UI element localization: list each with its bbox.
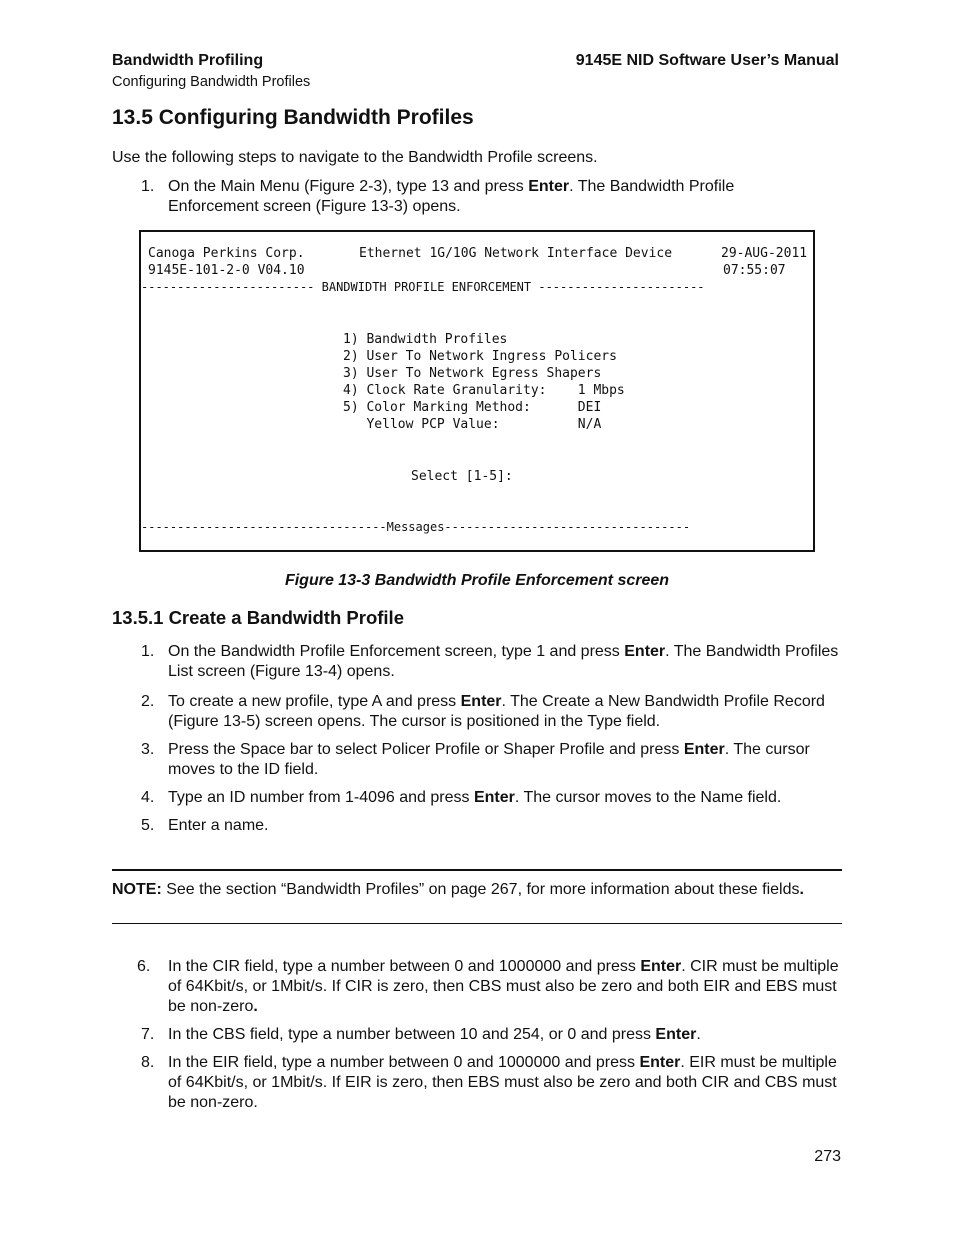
step-text: Press the Space bar to select Policer Profile or Shaper Profile and press Enter. The cursor moves to the ID field. bbox=[168, 741, 810, 778]
step-number: 3. bbox=[141, 741, 155, 758]
intro-paragraph: Use the following steps to navigate to the Bandwidth Profile screens. bbox=[112, 149, 598, 166]
note-top-rule bbox=[112, 869, 842, 871]
terminal-messages-line: ----------------------------------Messages---------------------------------- bbox=[141, 520, 691, 534]
running-header-section: Bandwidth Profiling bbox=[112, 52, 264, 69]
step-number: 8. bbox=[141, 1054, 155, 1071]
step-text: To create a new profile, type A and press Enter. The Create a New Bandwidth Profile Record (Figure 13-5) screen opens. The cursor is positioned in the Type field. bbox=[168, 693, 825, 730]
terminal-screen bbox=[139, 230, 815, 552]
nav-step-number: 1. bbox=[141, 178, 155, 195]
menu-item-ingress-policers: 2) User To Network Ingress Policers bbox=[343, 349, 617, 364]
subsection-title: 13.5.1 Create a Bandwidth Profile bbox=[112, 607, 404, 628]
step-number: 6. bbox=[137, 958, 151, 975]
figure-caption: Figure 13-3 Bandwidth Profile Enforcement screen bbox=[284, 572, 670, 589]
terminal-company: Canoga Perkins Corp. bbox=[148, 246, 305, 261]
step-number: 1. bbox=[141, 643, 155, 660]
nav-step-text: On the Main Menu (Figure 2-3), type 13 and press Enter. The Bandwidth Profile Enforcement screen (Figure 13-3) opens. bbox=[168, 178, 735, 215]
menu-item-bandwidth-profiles: 1) Bandwidth Profiles bbox=[343, 332, 508, 347]
menu-item-color-marking: 5) Color Marking Method: DEI bbox=[343, 400, 602, 415]
step-number: 2. bbox=[141, 693, 155, 710]
step-number: 5. bbox=[141, 817, 155, 834]
terminal-device: Ethernet 1G/10G Network Interface Device bbox=[359, 246, 673, 261]
step-text: Type an ID number from 1-4096 and press Enter. The cursor moves to the Name field. bbox=[168, 789, 782, 806]
step-number: 4. bbox=[141, 789, 155, 806]
terminal-version: 9145E-101-2-0 V04.10 bbox=[148, 263, 305, 278]
terminal-time: 07:55:07 bbox=[723, 263, 786, 278]
page-number: 273 bbox=[814, 1148, 841, 1165]
step-text: In the EIR field, type a number between 0 and 1000000 and press Enter. EIR must be multiple of 64Kbit/s, or 1Mbit/s. If EIR is zero, then EBS must also be zero and both CIR and CBS must be non-zero. bbox=[168, 1054, 837, 1111]
running-header-subsection: Configuring Bandwidth Profiles bbox=[112, 74, 311, 90]
menu-item-yellow-pcp: Yellow PCP Value: N/A bbox=[343, 417, 602, 432]
terminal-select-prompt: Select [1-5]: bbox=[411, 469, 513, 484]
note-text: See the section “Bandwidth Profiles” on page 267, for more information about these fields bbox=[161, 881, 800, 898]
menu-item-egress-shapers: 3) User To Network Egress Shapers bbox=[343, 366, 602, 381]
step-text: Enter a name. bbox=[168, 817, 269, 834]
step-text: In the CBS field, type a number between 10 and 254, or 0 and press Enter. bbox=[168, 1026, 701, 1043]
terminal-title-line: ------------------------ BANDWIDTH PROFILE ENFORCEMENT ----------------------- bbox=[141, 280, 705, 294]
note-box: NOTE: See the section “Bandwidth Profiles” on page 267, for more information about these fields. bbox=[112, 881, 804, 898]
note-bottom-rule bbox=[112, 923, 842, 924]
step-text: On the Bandwidth Profile Enforcement screen, type 1 and press Enter. The Bandwidth Profiles List screen (Figure 13-4) opens. bbox=[168, 643, 839, 680]
terminal-date: 29-AUG-2011 bbox=[721, 246, 808, 261]
step-text: In the CIR field, type a number between 0 and 1000000 and press Enter. CIR must be multiple of 64Kbit/s, or 1Mbit/s. If CIR is zero, then CBS must also be zero and both EIR and EBS must be non-zero. bbox=[168, 958, 839, 1015]
running-header-manual-title: 9145E NID Software User’s Manual bbox=[575, 52, 839, 69]
menu-item-clock-rate: 4) Clock Rate Granularity: 1 Mbps bbox=[343, 383, 625, 398]
note-label: NOTE: bbox=[112, 881, 162, 898]
step-number: 7. bbox=[141, 1026, 155, 1043]
section-title: 13.5 Configuring Bandwidth Profiles bbox=[112, 106, 474, 129]
